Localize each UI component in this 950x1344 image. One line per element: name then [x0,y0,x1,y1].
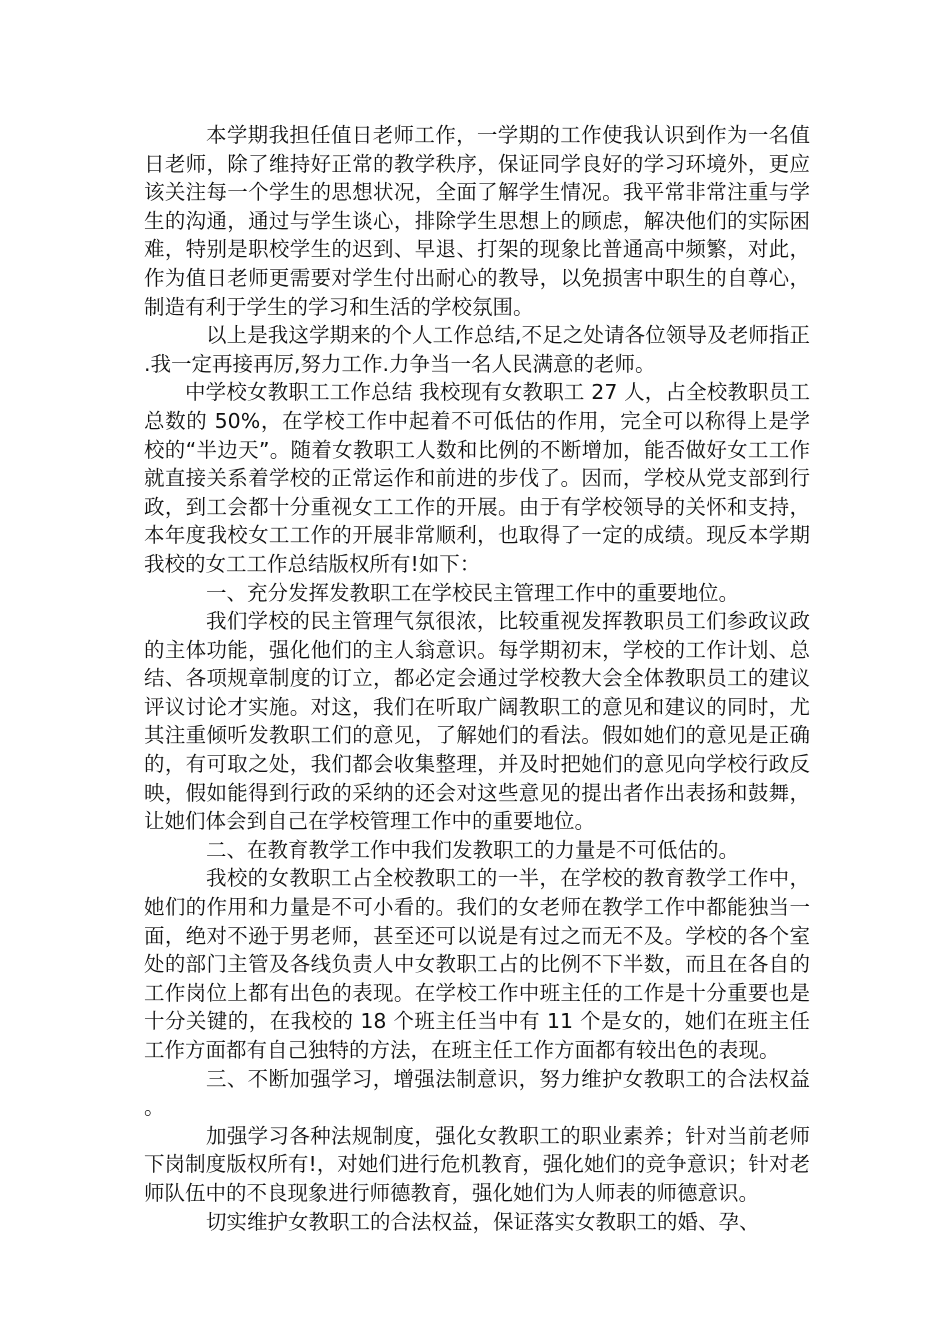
heading-section-one: 一、充分发挥发教职工在学校民主管理工作中的重要地位。 [206,580,739,605]
paragraph-democratic-management: 我们学校的民主管理气氛很浓，比较重视发挥教职员工们参政议政的主体功能，强化他们的主人翁意识。每学期初末，学校的工作计划、总结、各项规章制度的订立，都必定会通过学校教大会全体教职员工的建议评议讨论才实施。对这，我们在听取广阔教职工的意见和建议的同时，尤其注重倾听发教职工们的意见，了解她们的看法。假如她们的意见是正确的，有可取之处，我们都会收集整理，并及时把她们的意见向学校行政反映，假如能得到行政的采纳的还会对这些意见的提出者作出表扬和鼓舞，让她们体会到自己在学校管理工作中的重要地位。 [144,609,810,834]
paragraph-study-regulations: 加强学习各种法规制度，强化女教职工的职业素养；针对当前老师下岗制度版权所有!，对她们进行危机教育，强化她们的竞争意识；针对老师队伍中的不良现象进行师德教育，强化她们为人师表的师德意识。 [144,1123,810,1205]
paragraph-duty-teacher: 本学期我担任值日老师工作，一学期的工作使我认识到作为一名值日老师，除了维持好正常的教学秩序，保证同学良好的学习环境外，更应该关注每一个学生的思想状况，全面了解学生情况。我平常非常注重与学生的沟通，通过与学生谈心，排除学生思想上的顾虑，解决他们的实际困难，特别是职校学生的迟到、早退、打架的现象比普通高中频繁，对此，作为值日老师更需要对学生付出耐心的教导，以免损害中职生的自尊心，制造有利于学生的学习和生活的学校氛围。 [144,123,810,319]
paragraph-legal-rights: 切实维护女教职工的合法权益，保证落实女教职工的婚、孕、 [206,1209,760,1234]
paragraph-teaching-role: 我校的女教职工占全校教职工的一半，在学校的教育教学工作中，她们的作用和力量是不可小看的。我们的女老师在教学工作中都能独当一面，绝对不逊于男老师，甚至还可以说是有过之而无不及。学校的各个室处的部门主管及各线负责人中女教职工占的比例不下半数，而且在各自的工作岗位上都有出色的表现。在学校工作中班主任的工作是十分重要也是十分关键的，在我校的 18 个班主任当中有 11 个是女的，她们在班主任工作方面都有自己独特的方法，在班主任工作方面都有较出色的表现。 [144,866,810,1062]
heading-section-three: 三、不断加强学习，增强法制意识，努力维护女教职工的合法权益。 [144,1066,810,1120]
document-body [144,121,810,1236]
paragraph-summary-closing: 以上是我这学期来的个人工作总结,不足之处请各位领导及老师指正.我一定再接再厉,努力工作.力争当一名人民满意的老师。 [144,323,810,376]
paragraph-women-staff-intro: 中学校女教职工工作总结 我校现有女教职工 27 人，占全校教职员工总数的 50%，在学校工作中起着不可低估的作用，完全可以称得上是学校的“半边天”。随着女教职工人数和比例的不断增加，能否做好女工工作就直接关系着学校的正常运作和前进的步伐了。因而，学校从党支部到行政，到工会都十分重视女工工作的开展。由于有学校领导的关怀和支持，本年度我校女工工作的开展非常顺利，也取得了一定的成绩。现反本学期我校的女工工作总结版权所有!如下： [144,380,810,576]
heading-section-two: 二、在教育教学工作中我们发教职工的力量是不可低估的。 [206,837,739,862]
